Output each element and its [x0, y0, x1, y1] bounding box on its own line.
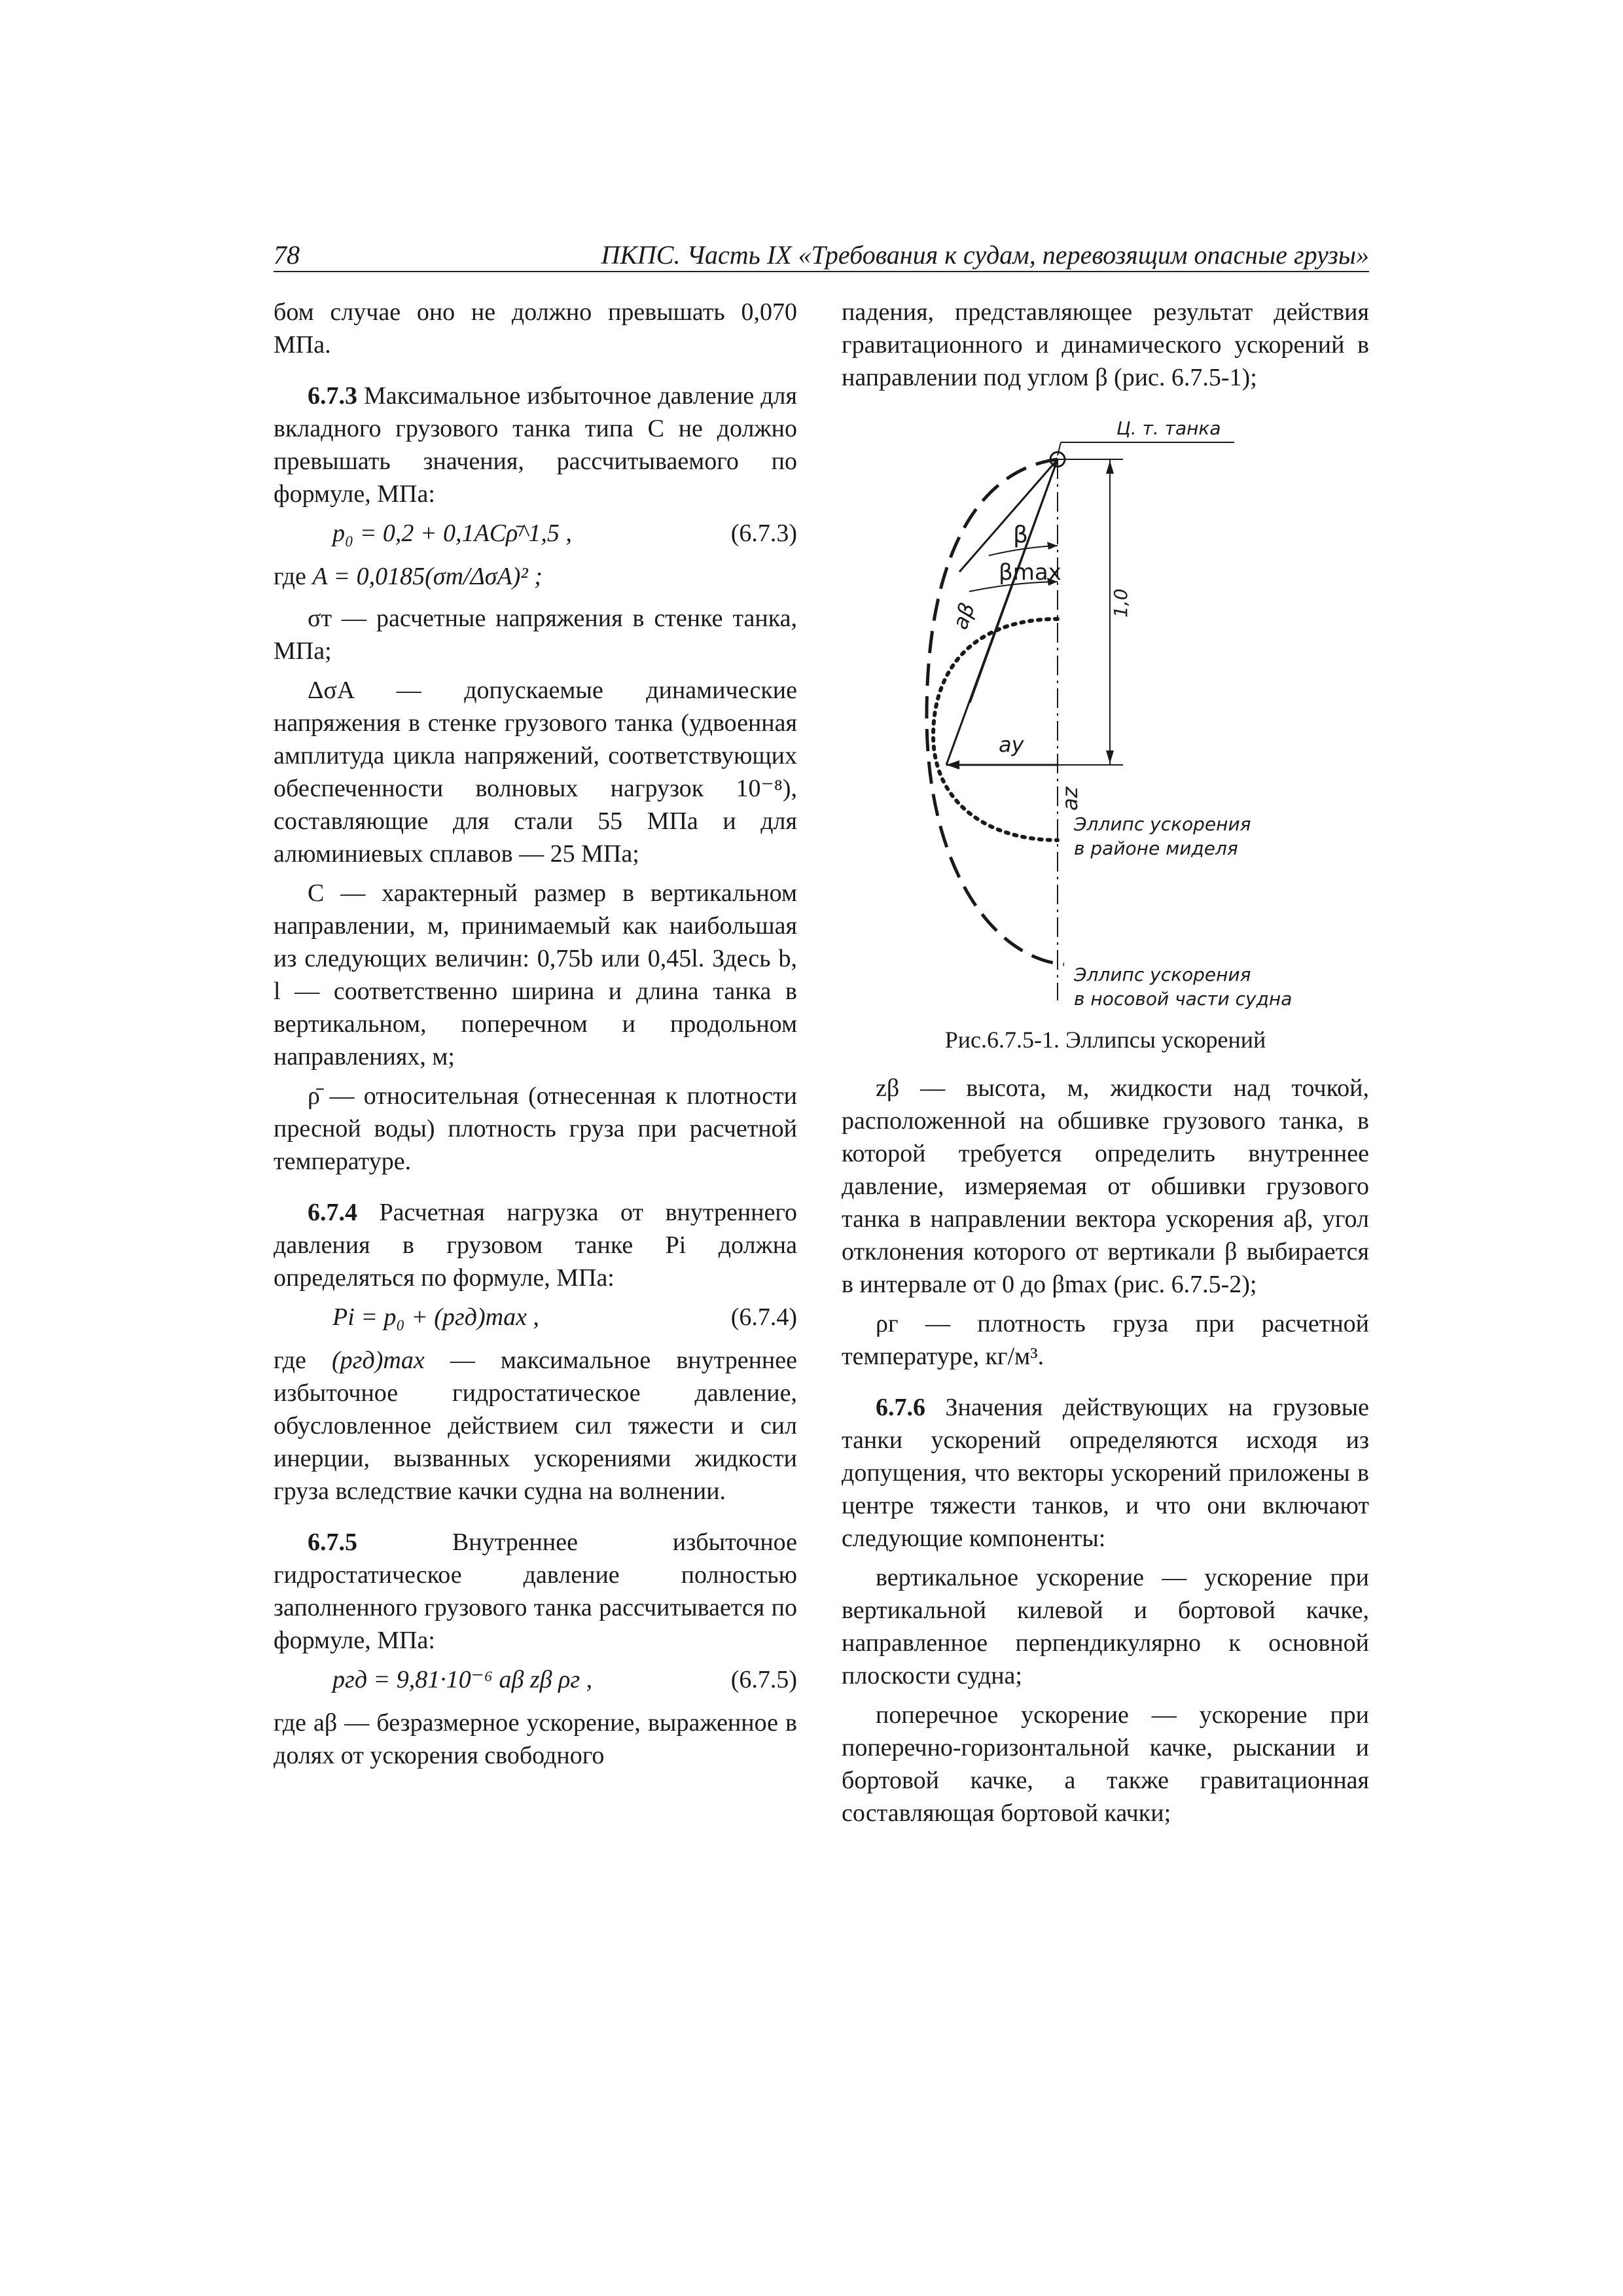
paragraph-continued: падения, представляющее результат действия гравитационного и динамического ускорений в направлении под углом β (рис. 6.7.5-1); [842, 298, 1369, 391]
section-number: 6.7.5 [308, 1528, 357, 1556]
where-word: где [274, 1347, 332, 1374]
arrow-head [1047, 542, 1058, 550]
definition-a-beta: где aβ — безразмерное ускорение, выраженное в долях от ускорения свободного [274, 1709, 797, 1769]
running-header [274, 237, 1369, 274]
where-word: где [274, 563, 313, 590]
header-rule [274, 271, 1369, 272]
definition-delta-sigma: ΔσA — допускаемые динамические напряжения в стенке грузового танка (удвоенная амплитуда цикла напряжений, соответствующих обеспеченности волновых нагрузок 10⁻⁸), составляющие для стали 55 МПа и для алюминиевых сплавов — 25 МПа; [274, 677, 797, 868]
midship-ellipse [933, 619, 1058, 840]
left-column [274, 296, 797, 1772]
figure-acceleration-ellipses [842, 408, 1369, 1017]
formula-expression: p₀ = 0,2 + 0,1ACρ̄^1,5 , [332, 520, 572, 547]
section-text: Внутреннее избыточное гидростатическое давление полностью заполненного грузового танка рассчитывается по формуле, МПа: [274, 1528, 797, 1654]
formula-number: (6.7.4) [730, 1303, 797, 1331]
formula-6-7-5 [274, 1662, 797, 1701]
formula-6-7-4 [274, 1299, 797, 1339]
section-number: 6.7.6 [876, 1394, 925, 1421]
section-6-7-5 [274, 1526, 797, 1657]
label-beta: β [1013, 521, 1028, 548]
running-title: ПКПС. Часть IX «Требования к судам, перевозящим опасные грузы» [601, 240, 1369, 270]
definition-z-beta: zβ — высота, м, жидкости над точкой, расположенной на обшивке грузового танка, в которой требуется определить внутреннее давление, измеряемая от обшивки грузового танка в направлении вектора ускорения aβ, угол отклонения которого от вертикали β выбирается в интервале от 0 до βmax (рис. 6.7.5-2); [842, 1074, 1369, 1298]
label-midship-ellipse-2: в районе миделя [1074, 838, 1238, 859]
definition-p-max-symbol: (pгд)max [332, 1347, 425, 1374]
definition-rho-g: ρг — плотность груза при расчетной температуре, кг/м³. [842, 1310, 1369, 1370]
label-a-y: ay [999, 732, 1024, 757]
section-6-7-4 [274, 1196, 797, 1294]
section-6-7-6 [842, 1391, 1369, 1555]
page-number: 78 [274, 240, 300, 270]
definition-rho: ρ̄ — относительная (отнесенная к плотности пресной воды) плотность груза при расчетной температуре. [274, 1082, 797, 1175]
label-a-beta: aβ [947, 599, 980, 633]
arrow-head [1106, 461, 1114, 474]
label-beta-max: βmax [999, 559, 1061, 586]
arrow-head [1106, 751, 1114, 764]
item-transverse-acceleration: поперечное ускорение — ускорение при поперечно-горизонтальной качке, рыскании и бортовой качке, а также гравитационная составляющая бортовой качки; [842, 1701, 1369, 1827]
label-dimension: 1,0 [1110, 588, 1132, 618]
section-text: Расчетная нагрузка от внутреннего давления в грузовом танке Pi должна определяться по формуле, МПа: [274, 1199, 797, 1292]
section-text: Максимальное избыточное давление для вкладного грузового танка типа C не должно превышать значения, рассчитываемого по формуле, МПа: [274, 382, 797, 508]
label-bow-ellipse-1: Эллипс ускорения [1074, 964, 1251, 985]
paragraph-continued: бом случае оно не должно превышать 0,070 МПа. [274, 298, 797, 359]
definition-p-max [274, 1344, 797, 1508]
definition-C: C — характерный размер в вертикальном направлении, м, принимаемый как наибольшая из следующих величин: 0,75b или 0,45l. Здесь b, l — соответственно ширина и длина танка в вертикальном, поперечном и продольном направлениях, м; [274, 879, 797, 1070]
item-vertical-acceleration: вертикальное ускорение — ускорение при вертикальной килевой и бортовой качке, направленное перпендикулярно к основной плоскости судна; [842, 1564, 1369, 1689]
bow-ellipse [927, 459, 1064, 964]
definition-A [274, 560, 797, 593]
section-6-7-3 [274, 380, 797, 510]
ellipse-diagram [842, 408, 1369, 1017]
section-number: 6.7.3 [308, 382, 357, 410]
section-number: 6.7.4 [308, 1199, 357, 1226]
label-a-z: az [1058, 786, 1082, 811]
formula-number: (6.7.5) [730, 1666, 797, 1693]
definition-A-formula: A = 0,0185(σm/ΔσA)² ; [312, 563, 543, 590]
figure-caption: Рис.6.7.5-1. Эллипсы ускорений [944, 1027, 1266, 1053]
formula-expression: Pi = p₀ + (pгд)max , [332, 1303, 539, 1331]
label-bow-ellipse-2: в носовой части судна [1074, 988, 1293, 1010]
label-tank-cg: Ц. т. танка [1116, 417, 1221, 439]
section-text: Значения действующих на грузовые танки ускорений определяются исходя из допущения, что векторы ускорений приложены в центре тяжести танков, и что они включают следующие компоненты: [842, 1394, 1369, 1552]
formula-number: (6.7.3) [730, 520, 797, 547]
formula-expression: pгд = 9,81·10⁻⁶ aβ zβ ρг , [332, 1666, 593, 1693]
definition-p-max-text: — максимальное внутреннее избыточное гидростатическое давление, обусловленное действием сил тяжести и сил инерции, вызванных ускорениями жидкости груза вследствие качки судна на волнении. [274, 1347, 797, 1505]
right-column [842, 296, 1369, 1829]
label-midship-ellipse-1: Эллипс ускорения [1074, 813, 1251, 835]
definition-sigma: σт — расчетные напряжения в стенке танка, МПа; [274, 605, 797, 665]
formula-6-7-3 [274, 516, 797, 555]
